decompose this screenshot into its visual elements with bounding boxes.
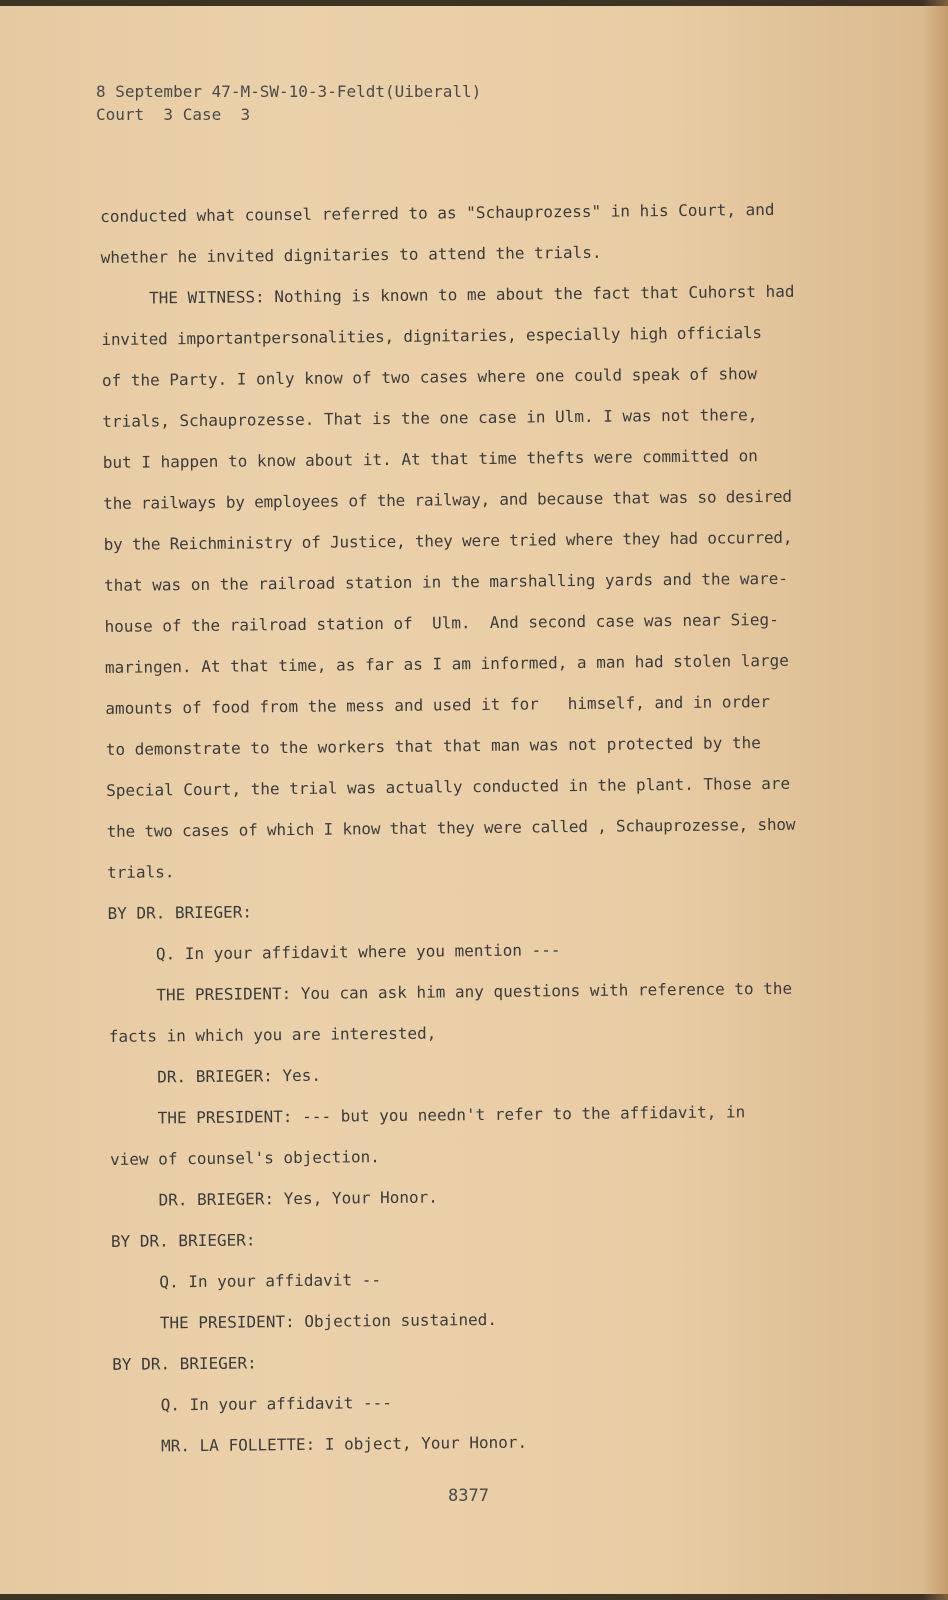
transcript-line: but I happen to know about it. At that time thefts were committed on [102, 446, 758, 472]
transcript-line: by the Reichministry of Justice, they were tried where they had occurred, [103, 527, 793, 554]
transcript-line: to demonstrate to the workers that that man was not protected by the [105, 733, 761, 759]
president-statement: THE PRESIDENT: --- but you needn't refer to the affidavit, in [157, 1102, 746, 1128]
question-line: Q. In your affidavit --- [160, 1393, 392, 1415]
president-statement: THE PRESIDENT: Objection sustained. [159, 1309, 498, 1333]
header-date-reference: 8 September 47-M-SW-10-3-Feldt(Uiberall) [96, 82, 482, 101]
question-line: Q. In your affidavit -- [159, 1270, 382, 1292]
transcript-line: house of the railroad station of Ulm. And second case was near Sieg- [104, 609, 779, 636]
examiner-heading: BY DR. BRIEGER: [112, 1353, 257, 1374]
transcript-line: amounts of food from the mess and used it for himself, and in order [105, 692, 771, 718]
page-number: 8377 [448, 1486, 489, 1506]
paper-edge-shadow [922, 0, 948, 1600]
scan-edge-bottom [0, 1594, 948, 1600]
document-header [96, 80, 481, 126]
transcript-body [100, 188, 873, 1467]
transcript-line: trials. [106, 862, 175, 882]
scan-edge-top [0, 0, 948, 6]
witness-answer: THE WITNESS: Nothing is known to me about the fact that Cuhorst had [148, 281, 795, 308]
transcript-line: Special Court, the trial was actually conducted in the plant. Those are [106, 773, 791, 800]
transcript-line: of the Party. I only know of two cases where one could speak of show [101, 364, 758, 390]
president-statement: THE PRESIDENT: You can ask him any questions with reference to the [156, 978, 793, 1005]
transcript-line: the railways by employees of the railway, and because that was so desired [103, 486, 792, 513]
objection-line: MR. LA FOLLETTE: I object, Your Honor. [160, 1432, 528, 1456]
header-court-case: Court 3 Case 3 [96, 105, 251, 124]
transcript-line: invited importantpersonalities, dignitaries, especially high officials [101, 323, 762, 349]
transcript-line: that was on the railroad station in the marshalling yards and the ware- [103, 568, 789, 595]
transcript-line: facts in which you are interested, [108, 1023, 437, 1046]
question-line: Q. In your affidavit where you mention --- [155, 940, 561, 964]
examiner-heading: BY DR. BRIEGER: [110, 1230, 256, 1251]
transcript-line: whether he invited dignitaries to attend the trials. [100, 242, 602, 267]
transcript-line: conducted what counsel referred to as "Schauprozess" in his Court, and [100, 199, 775, 226]
transcript-line: maringen. At that time, as far as I am informed, a man had stolen large [104, 650, 789, 677]
transcript-line: trials, Schauprozesse. That is the one case in Ulm. I was not there, [102, 405, 758, 431]
transcript-line: the two cases of which I know that they were called , Schauprozesse, show [106, 814, 796, 841]
examiner-heading: BY DR. BRIEGER: [107, 902, 253, 923]
counsel-reply: DR. BRIEGER: Yes. [157, 1065, 322, 1087]
counsel-reply: DR. BRIEGER: Yes, Your Honor. [158, 1187, 438, 1210]
transcript-line: view of counsel's objection. [109, 1147, 380, 1169]
